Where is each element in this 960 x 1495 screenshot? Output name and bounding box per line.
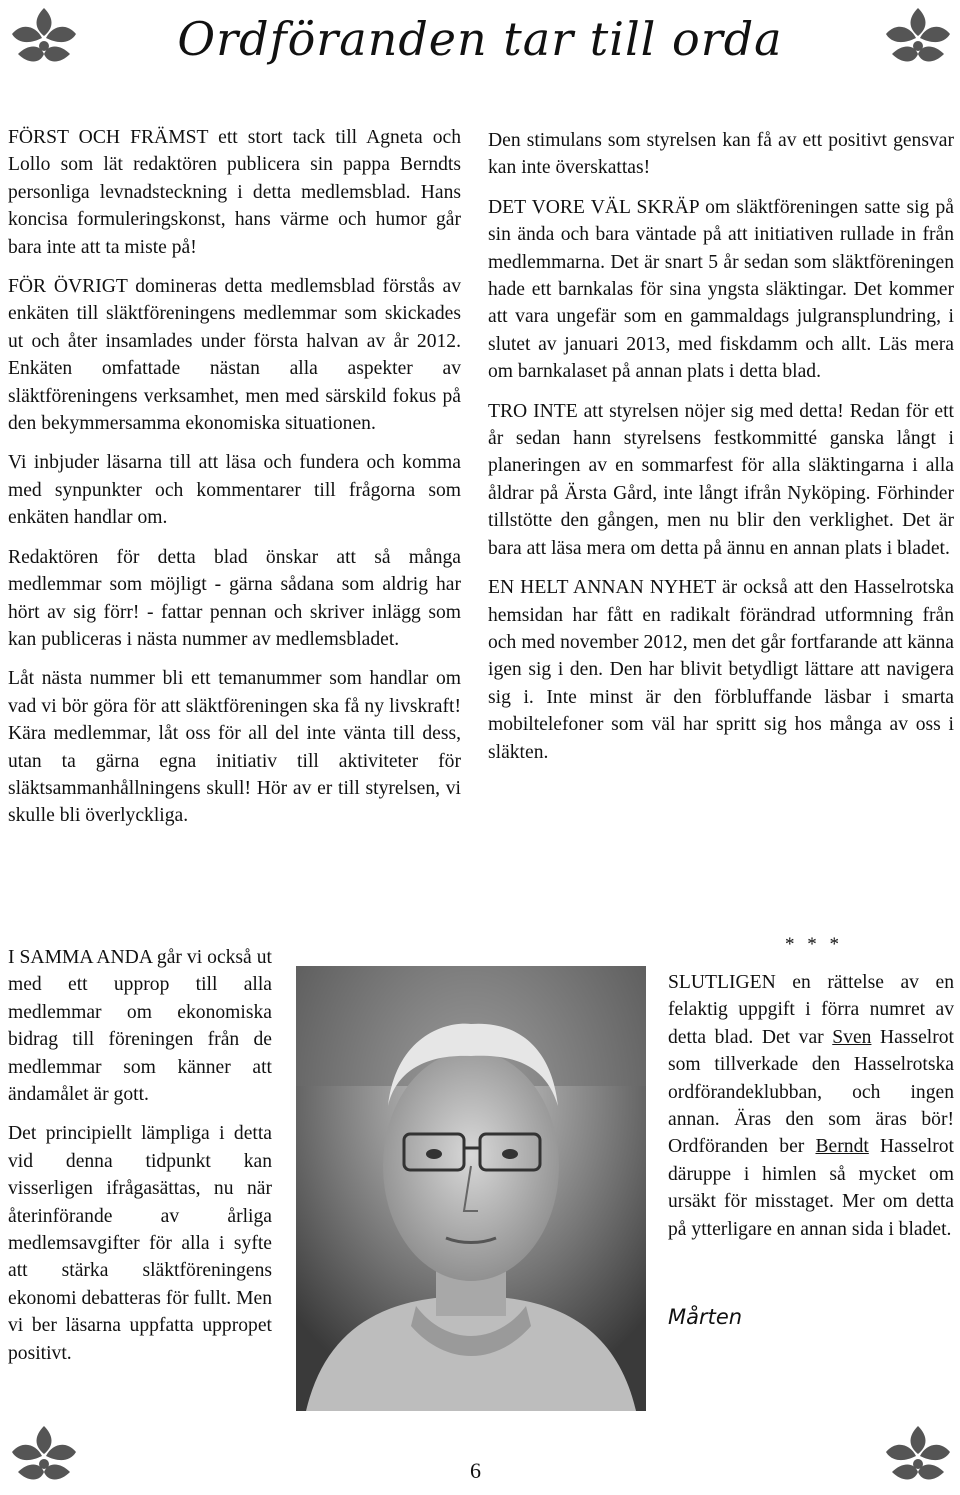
paragraph: FÖR ÖVRIGT domineras detta medlemsblad förstås av enkäten till släktföreningens medlemmar som skickades ut och åter insamlades under första halvan av år 2012. Enkäten omfattade nästan alla aspekter av släktföreningens verksamhet, men med särskild fokus på den bekymmersamma ekonomiska situationen. [8,276,461,435]
page-title: Ordföranden tar till orda [177,12,783,66]
section-divider: * * * [785,934,843,955]
left-column [8,124,461,842]
paragraph: Vi inbjuder läsarna till att läsa och fundera och komma med synpunkter och kommentarer till frågorna som enkäten handlar om. [8,452,461,529]
paragraph: EN HELT ANNAN NYHET är också att den Hasselrotska hemsidan har fått en radikalt förändrad utformning från och med november 2012, men det går fortfarande att känna igen sig i den. Den har blivit betydligt lättare att navigera sig i. Inte minst är den förbluffande läsbar i smarta mobiltelefoner som väl har spritt sig hos många av oss i släkten. [488,577,954,763]
paragraph: Låt nästa nummer bli ett temanummer som handlar om vad vi bör göra för att släktföreningen ska få ny livskraft! Kära medlemmar, låt oss för all del inte vänta till dess, utan ta gärna egna initiativ till aktiviteter för släktsammanhållningens skull! Hör av er till styrelsen, vi skulle bli överlyckliga. [8,668,461,827]
name-berndt: Berndt [815,1136,869,1158]
correction-text: Hasselrot som tillverkade den Hasselrotska ordförandeklubban, och ingen annan. Äras den som äras bör! Ordföranden ber [668,1026,954,1158]
paragraph: Redaktören för detta blad önskar att så många medlemmar som möjligt - gärna sådana som aldrig har hört av sig förr! - fattar pennan och skriver inlägg som kan publiceras i nästa nummer av medlemsbladet. [8,546,461,650]
paragraph: Den stimulans som styrelsen kan få av ett positivt gensvar kan inte överskattas! [488,130,954,179]
paragraph: DET VORE VÄL SKRÄP om släktföreningen satte sig på sin ända och bara väntade på att initiativen rullade in från medlemmarna. Det är snart 5 år sedan som släktföreningen hade ett barnkalas för sina yngsta släktingar. Det kommer att vara ungefär som en gammaldags julgransplundring, i slutet av januari 2013, med fiskdamm och allt. Läs mera om barnkalaset på annan plats i detta blad. [488,196,954,383]
portrait-photo [296,966,646,1411]
correction-text: Hasselrot däruppe i himlen så mycket om ursäkt för misstaget. Mer om detta på ytterligare en annan sida i bladet. [668,1136,954,1240]
correction-note [668,969,954,1243]
right-column [488,127,954,778]
paragraph: I SAMMA ANDA går vi också ut med ett upprop till alla medlemmar om ekonomiska bidrag till föreningen från de medlemmar som känner att ändamålet är gott. [8,947,272,1106]
narrow-column [8,944,272,1379]
paragraph: TRO INTE att styrelsen nöjer sig med detta! Redan för ett år sedan hann styrelsens festkommitté ganska långt i planeringen av en sommarfest för alla släktingarna i alla åldrar på Ärsta Gård, inte långt ifrån Nyköping. Förhinder tillstötte den gången, men nu blir den verklighet. Det är bara att läsa mera om detta på ännu en annan plats i bladet. [488,400,954,559]
page-number: 6 [470,1458,481,1483]
correction-text: SLUTLIGEN en rättelse av en felaktig uppgift i förra numret av detta blad. Det var [668,972,954,1048]
signature: Mårten [668,1305,743,1329]
paragraph: FÖRST OCH FRÄMST ett stort tack till Agneta och Lollo som lät redaktören publicera sin pappa Berndts personliga levnadsteckning i detta medlemsblad. Hans koncisa formuleringskonst, hans värme och humor går bara inte att ta miste på! [8,127,461,258]
name-sven: Sven [832,1026,872,1048]
paragraph: Det principiellt lämpliga i detta vid denna tidpunkt kan visserligen ifrågasättas, nu när återinförande av årliga medlemsavgifter för alla i syfte att stärka släktföreningens ekonomi debatteras för fullt. Men vi ber läsarna uppfatta uppropet positivt. [8,1123,272,1364]
fleur-ornament-icon [878,1422,958,1492]
fleur-ornament-icon [4,1422,84,1492]
